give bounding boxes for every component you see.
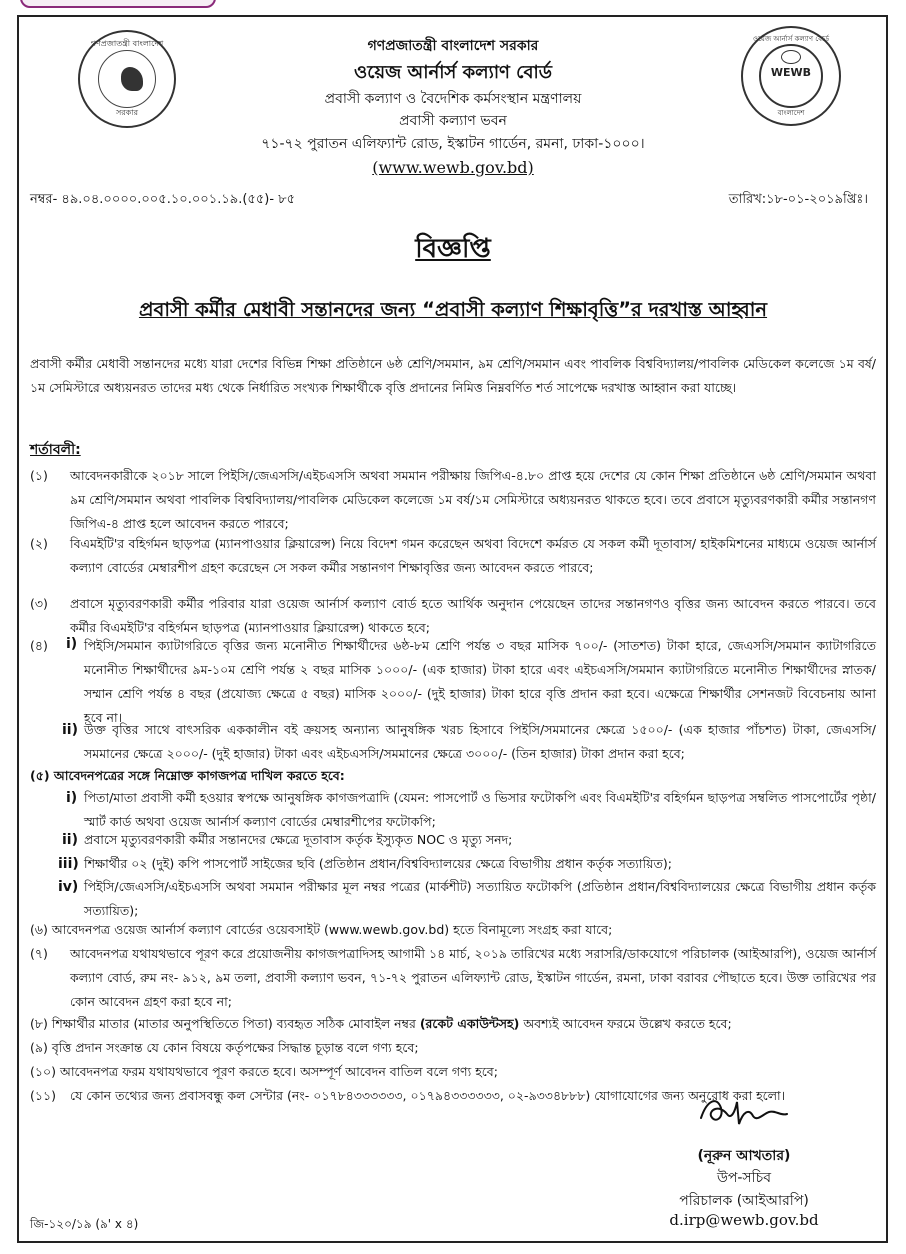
condition-4-number: (৪): [30, 638, 48, 653]
condition-5-iii-label: iii): [58, 856, 79, 872]
condition-11-text: যে কোন তথ্যের জন্য প্রবাসবন্ধু কল সেন্টার (নং- ০১৭৮৪৩৩৩৩৩৩, ০১৭৯৪৩৩৩৩৩৩, ০২-৯৩৩৪৮৮৮) যোগাযোগের জন্য অনুরোধ করা হলো।: [70, 1088, 786, 1103]
seal-ring-text-top: গণপ্রজাতন্ত্রী বাংলাদেশ: [90, 39, 164, 48]
condition-2-text: বিএমইটি'র বহির্গমন ছাড়পত্র (ম্যানপাওয়ার ক্লিয়ারেন্স) নিয়ে বিদেশ গমন করেছেন অথবা বিদেশে কর্মরত যে সকল কর্মী দূতাবাস/ হাইকমিশনের মাধ্যমে ওয়েজ আর্নার্স কল্যাণ বোর্ডের মেম্বারশীপ গ্রহণ করেছেন সে সকল কর্মীর সন্তানগণ শিক্ষাবৃত্তির জন্য আবেদন করতে পারবে;: [70, 536, 876, 575]
building-name: প্রবাসী কল্যাণ ভবন: [399, 113, 507, 129]
bangladesh-map-icon: [121, 67, 143, 91]
condition-2-number: (২): [30, 536, 48, 551]
signatory-email[interactable]: d.irp@wewb.gov.bd: [669, 1211, 819, 1229]
condition-5-heading: (৫) আবেদনপত্রের সঙ্গে নিম্নোক্ত কাগজপত্র দাখিল করতে হবে:: [30, 768, 345, 783]
condition-5-ii-text: প্রবাসে মৃত্যুবরণকারী কর্মীর সন্তানদের ক্ষেত্রে দূতাবাস কর্তৃক ইস্যুকৃত NOC ও মৃত্যু সনদ;: [84, 832, 513, 847]
globe-icon: [781, 50, 801, 64]
notice-title: [0, 228, 906, 272]
seal-ring-text-bottom: সরকার: [115, 108, 138, 117]
ministry-name: প্রবাসী কল্যাণ ও বৈদেশিক কর্মসংস্থান মন্ত্রণালয়: [324, 91, 582, 107]
condition-8-emphasis: (রকেট একাউন্টসহ): [419, 1016, 520, 1031]
signatory-name: (নূরুন আখতার): [697, 1148, 791, 1164]
condition-11-number: (১১): [30, 1088, 56, 1103]
condition-9-text: (৯) বৃত্তি প্রদান সংক্রান্ত যে কোন বিষয়ে কর্তৃপক্ষের সিদ্ধান্ত চূড়ান্ত বলে গণ্য হবে;: [30, 1040, 419, 1055]
wewb-logo-text: WEWB: [770, 66, 812, 79]
signatory-designation: উপ-সচিব: [716, 1170, 772, 1186]
condition-4-ii-text: উক্ত বৃত্তির সাথে বাৎসরিক এককালীন বই ক্রয়সহ অন্যান্য আনুষঙ্গিক খরচ হিসাবে পিইসি/সমমানের ক্ষেত্রে ১৫০০/- (এক হাজার পাঁচশত) টাকা, জেএসসি/সমমানের ক্ষেত্রে ২০০০/- (দুই হাজার) টাকা এবং এইচএসসি/সমমানের ক্ষেত্রে ৩০০০/- (তিন হাজার) টাকা প্রদান করা হবে;: [84, 722, 876, 761]
signatory-role: পরিচালক (আইআরপি): [679, 1193, 809, 1209]
condition-8-text: [30, 1012, 876, 1036]
government-name: গণপ্রজাতন্ত্রী বাংলাদেশ সরকার: [367, 38, 539, 54]
government-seal-logo: [78, 30, 176, 128]
handwritten-signature: [697, 1094, 789, 1128]
condition-4-i-text: পিইসি/সমমান ক্যাটাগরিতে বৃত্তির জন্য মনোনীত শিক্ষার্থীদের ৬ষ্ঠ-৮ম শ্রেণি পর্যন্ত ৩ বছর মাসিক ৭০০/- (সাতশত) টাকা হারে, জেএসসি/সমমান ক্যাটাগরিতে মনোনীত শিক্ষার্থীদের ৯ম-১০ম শ্রেণি পর্যন্ত ২ বছর মাসিক ১০০০/- (এক হাজার) টাকা হারে এবং এইচএসসি/সমমান ক্যাটাগরিতে মনোনীত শিক্ষার্থীদের স্নাতক/সম্মান শ্রেণি পর্যন্ত ৪ বছর (প্রযোজ্য ক্ষেত্রে ৫ বছর) মাসিক ২০০০/- (দুই হাজার) টাকা হারে বৃত্তি প্রদান করা হবে। এক্ষেত্রে শিক্ষার্থীর সেশনজট বিবেচনায় আনা হবে না।: [84, 638, 876, 725]
notice-subtitle: [0, 296, 906, 328]
condition-1-text: আবেদনকারীকে ২০১৮ সালে পিইসি/জেএসসি/এইচএসসি অথবা সমমান পরীক্ষায় জিপিএ-৪.৮০ প্রাপ্ত হয়ে দেশের যে কোন শিক্ষা প্রতিষ্ঠানে ৬ষ্ঠ শ্রেণি/সমমান অথবা ৯ম শ্রেণি/সমমান অথবা পাবলিক বিশ্ববিদ্যালয়/পাবলিক মেডিকেল কলেজে ১ম বর্ষ/১ম সেমিস্টারে অধ্যয়নরত থাকতে হবে। তবে প্রবাসে মৃত্যুবরণকারী কর্মীর সন্তানগণ জিপিএ-৪ প্রাপ্ত হলে আবেদন করতে পারবে;: [70, 468, 876, 531]
top-edge-tab: [20, 0, 216, 8]
condition-5-ii-label: ii): [62, 832, 78, 848]
condition-7-text: আবেদনপত্র যথাযথভাবে পূরণ করে প্রয়োজনীয় কাগজপত্রাদিসহ আগামী ১৪ মার্চ, ২০১৯ তারিখের মধ্যে সরাসরি/ডাকযোগে পরিচালক (আইআরপি), ওয়েজ আর্নার্স কল্যাণ বোর্ড, রুম নং- ৯১২, ৯ম তলা, প্রবাসী কল্যাণ ভবন, ৭১-৭২ পুরাতন এলিফ্যান্ট রোড, ইস্কাটন গার্ডেন, রমনা, ঢাকা বরাবর পৌছাতে হবে। উক্ত তারিখের পর কোন আবেদন গ্রহণ করা হবে না;: [70, 946, 876, 1009]
condition-5-iii-text: শিক্ষার্থীর ০২ (দুই) কপি পাসপোর্ট সাইজের ছবি (প্রতিষ্ঠান প্রধান/বিশ্ববিদ্যালয়ের ক্ষেত্রে বিভাগীয় প্রধান কর্তৃক সত্যায়িত);: [84, 856, 672, 871]
condition-8-part-1: (৮) শিক্ষার্থীর মাতার (মাতার অনুপস্থিতিতে পিতা) ব্যবহৃত সঠিক মোবাইল নম্বর: [30, 1016, 420, 1031]
condition-8-part-2: অবশ্যই আবেদন ফরমে উল্লেখ করতে হবে;: [519, 1016, 732, 1031]
condition-7-number: (৭): [30, 946, 48, 961]
notice-subtitle-text: প্রবাসী কর্মীর মেধাবী সন্তানদের জন্য “প্রবাসী কল্যাণ শিক্ষাবৃত্তি”র দরখাস্ত আহ্বান: [138, 298, 768, 321]
condition-5-i-label: i): [66, 790, 78, 806]
condition-10-text: (১০) আবেদনপত্র ফরম যথাযথভাবে পূরণ করতে হবে। অসম্পূর্ণ আবেদন বাতিল বলে গণ্য হবে;: [30, 1064, 498, 1079]
condition-4-ii-label: ii): [62, 722, 78, 738]
organization-name: ওয়েজ আর্নার্স কল্যাণ বোর্ড: [354, 62, 552, 83]
condition-3-number: (৩): [30, 596, 48, 611]
memo-number: নম্বর- ৪৯.০৪.০০০০.০০৫.১০.০০১.১৯.(৫৫)- ৮৫: [30, 192, 296, 207]
conditions-heading: শর্তাবলী:: [30, 442, 81, 458]
condition-5-i-text: পিতা/মাতা প্রবাসী কর্মী হওয়ার স্বপক্ষে আনুষঙ্গিক কাগজপত্রাদি (যেমন: পাসপোর্ট ও ভিসার ফটোকপি এবং বিএমইটি'র বহির্গমন ছাড়পত্র সম্বলিত পাসপোর্টের পৃষ্ঠা/স্মার্ট কার্ড অথবা ওয়েজ আর্নার্স কল্যাণ বোর্ডের মেম্বারশীপের ফটোকপি;: [84, 790, 876, 829]
condition-5-iv-text: পিইসি/জেএসসি/এইচএসসি অথবা সমমান পরীক্ষার মূল নম্বর পত্রের (মার্কশীট) সত্যায়িত ফটোকপি (প্রতিষ্ঠান প্রধান/বিশ্ববিদ্যালয়ের ক্ষেত্রে বিভাগীয় প্রধান কর্তৃক সত্যায়িত);: [84, 879, 876, 918]
print-code: জি-১২০/১৯ (৯' x ৪): [30, 1217, 139, 1231]
condition-3-text: প্রবাসে মৃত্যুবরণকারী কর্মীর পরিবার যারা ওয়েজ আর্নার্স কল্যাণ বোর্ড হতে আর্থিক অনুদান পেয়েছেন তাদের সন্তানগণও বৃত্তির জন্য আবেদন করতে পারবে। তবে কর্মীর বিএমইটি'র বহির্গমন ছাড়পত্র (ম্যানপাওয়ার ক্লিয়ারেন্স) থাকতে হবে;: [70, 596, 876, 635]
condition-6-text: (৬) আবেদনপত্র ওয়েজ আর্নার্স কল্যাণ বোর্ডের ওয়েবসাইট (www.wewb.gov.bd) হতে বিনামূল্যে সংগ্রহ করা যাবে;: [30, 922, 613, 937]
notice-title-text: বিজ্ঞপ্তি: [415, 234, 491, 264]
memo-date: তারিখ:১৮-০১-২০১৯খ্রিঃ।: [728, 192, 868, 207]
wewb-ring-text-bottom: বাংলাদেশ: [777, 109, 805, 117]
condition-4-i-label: i): [66, 636, 78, 652]
condition-1-number: (১): [30, 468, 48, 483]
intro-paragraph: প্রবাসী কর্মীর মেধাবী সন্তানদের মধ্যে যারা দেশের বিভিন্ন শিক্ষা প্রতিষ্ঠানে ৬ষ্ঠ শ্রেণি/সমমান, ৯ম শ্রেণি/সমমান এবং পাবলিক বিশ্ববিদ্যালয়/পাবলিক মেডিকেল কলেজে ১ম বর্ষ/১ম সেমিস্টারে অধ্যয়নরত তাদের মধ্য থেকে নির্ধারিত সংখ্যক শিক্ষার্থীকে বৃত্তি প্রদানের নিমিত্ত নিম্নবর্ণিত শর্ত সাপেক্ষে দরখাস্ত আহ্বান করা যাচ্ছে।: [30, 356, 876, 395]
wewb-seal-logo: [741, 26, 841, 126]
address: ৭১-৭২ পুরাতন এলিফ্যান্ট রোড, ইস্কাটন গার্ডেন, রমনা, ঢাকা-১০০০।: [261, 136, 645, 152]
website-link[interactable]: (www.wewb.gov.bd): [372, 158, 534, 177]
condition-5-iv-label: iv): [58, 879, 79, 895]
wewb-ring-text-top: ওয়েজ আর্নার্স কল্যাণ বোর্ড: [752, 35, 830, 43]
seal-inner-ring: [98, 50, 156, 108]
